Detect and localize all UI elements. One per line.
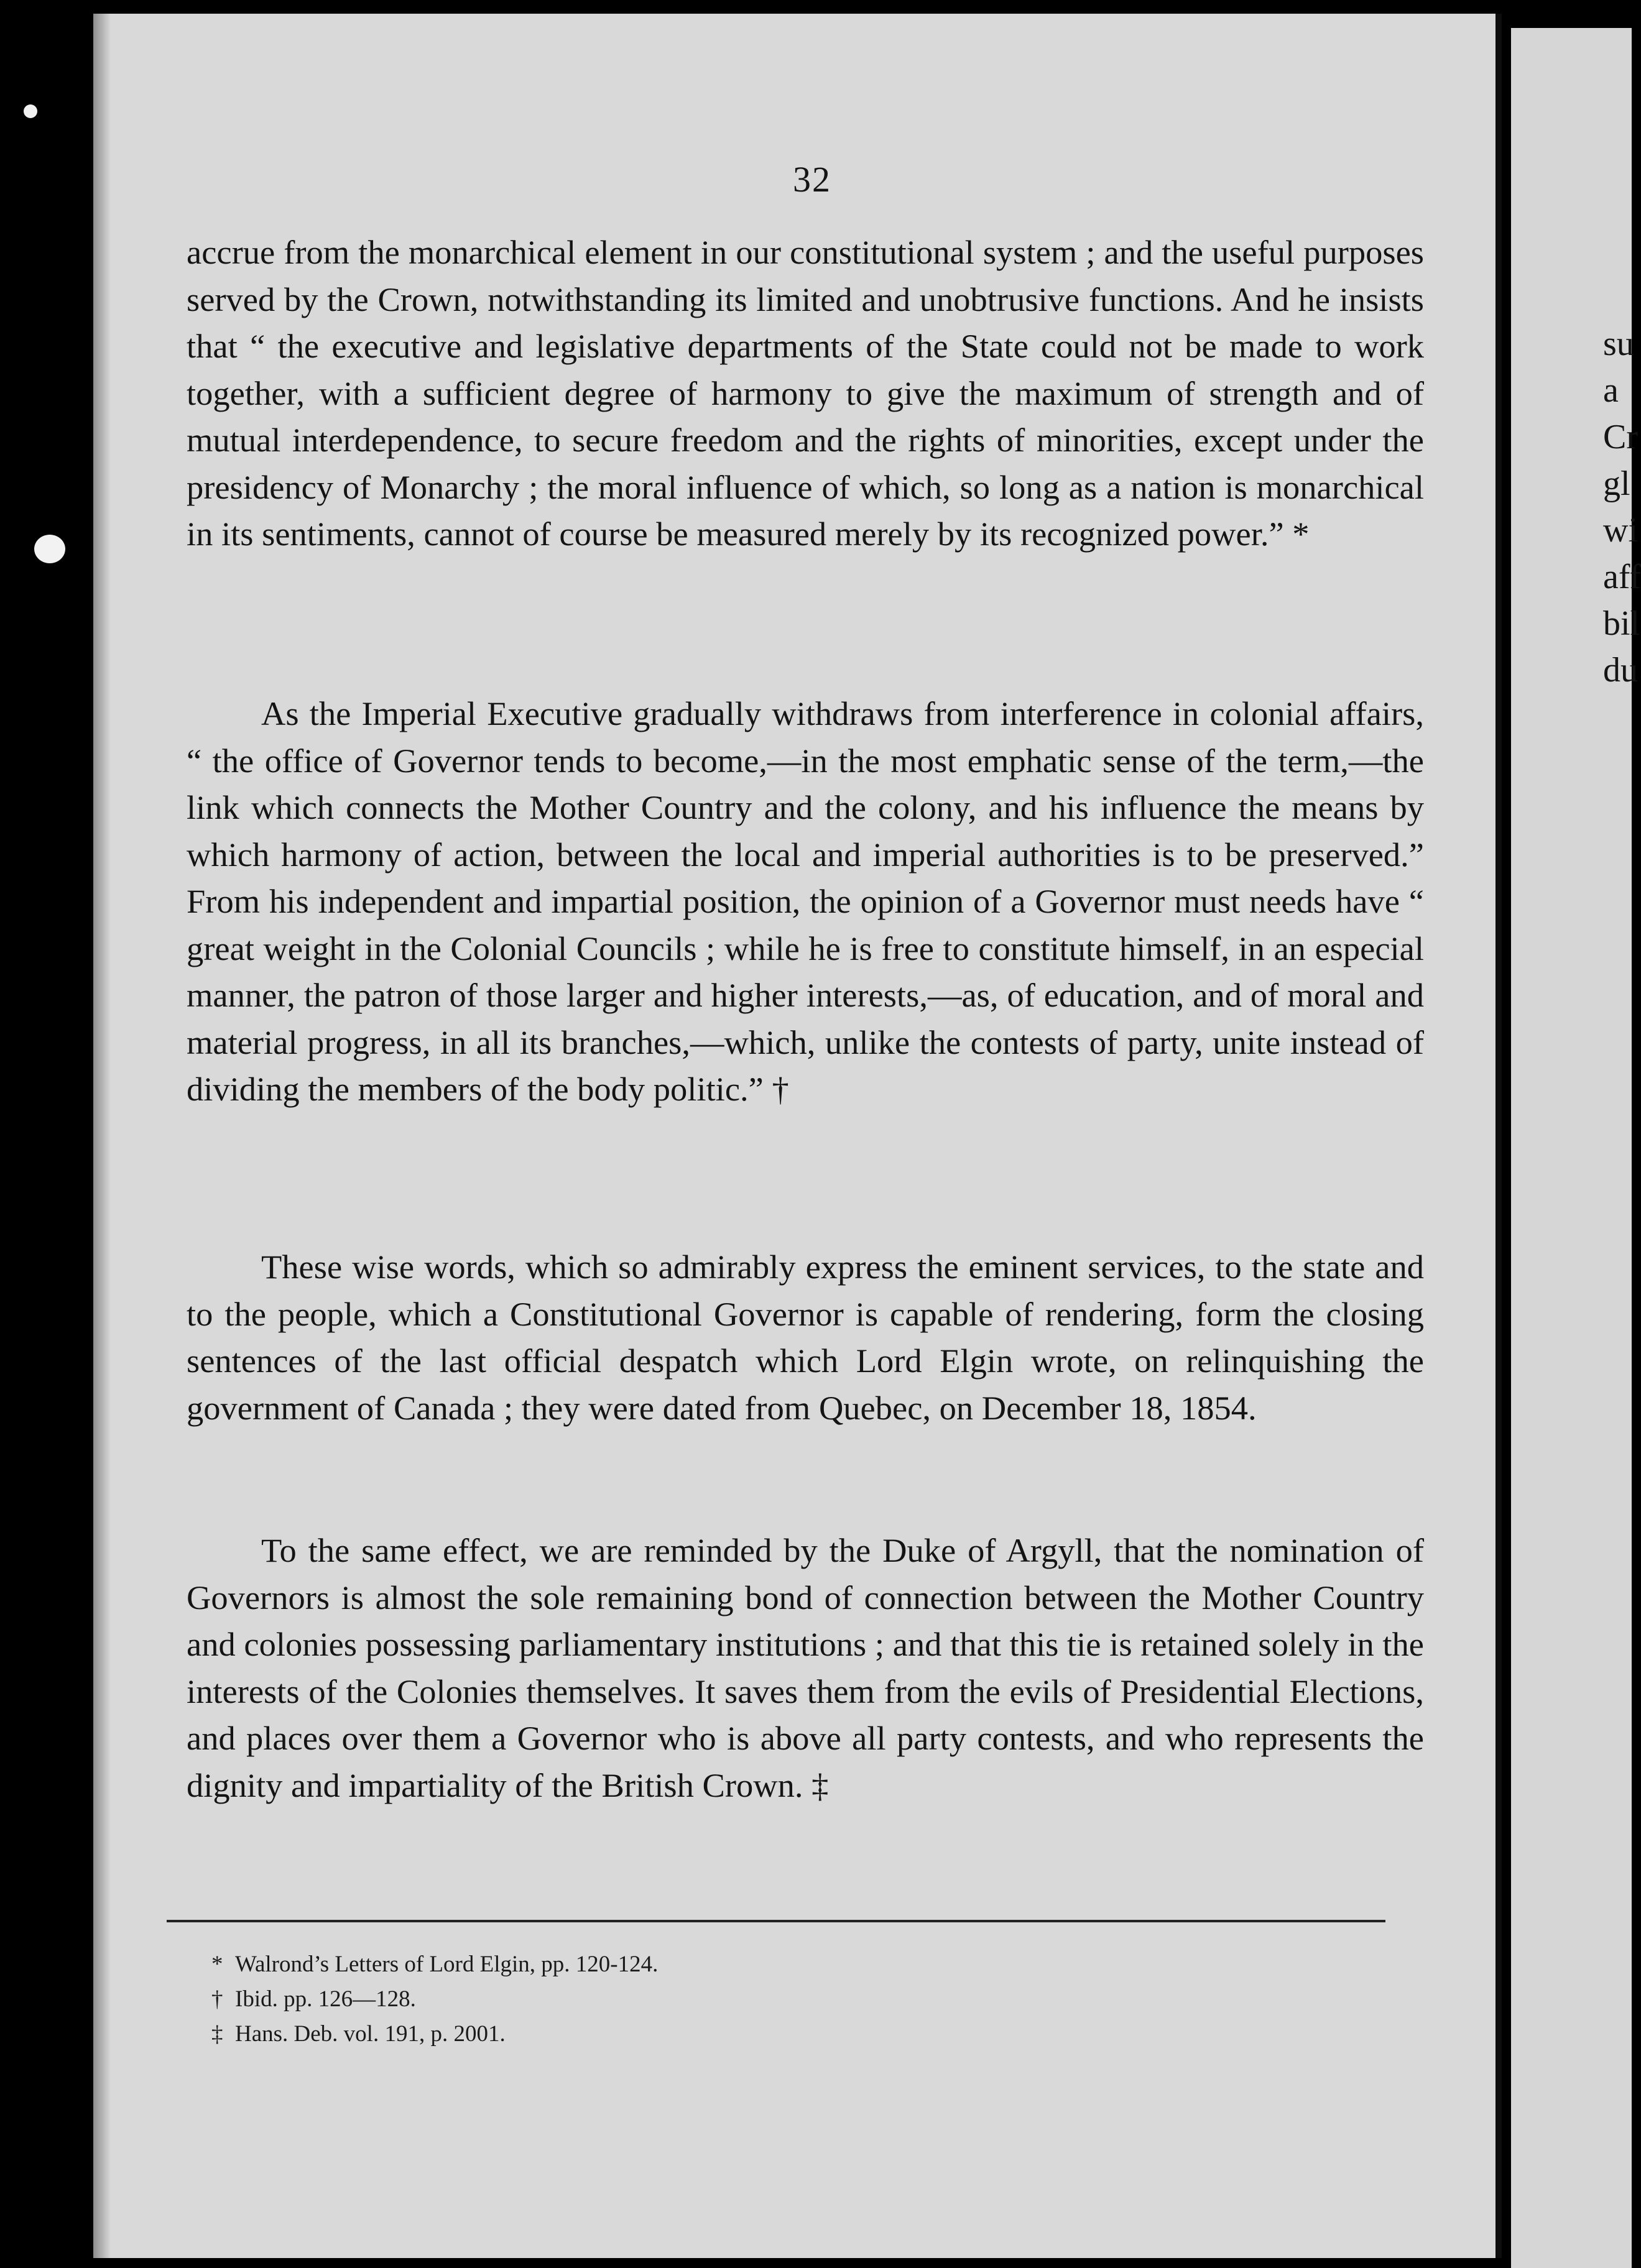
- body-text-1: [187, 229, 1424, 558]
- footnote: [211, 2017, 658, 2052]
- paragraph: These wise words, which so admirably express the eminent services, to the state and to the people, which a Constitutional Governor is capable of rendering, form the closing sentences of the last official despatch which Lord Elgin wrote, on relinquishing the government of Canada ; they were dated from Quebec, on December 18, 1854.: [187, 1248, 1424, 1427]
- footnote-text: Hans. Deb. vol. 191, p. 2001.: [235, 2021, 506, 2047]
- footnotes: [211, 1912, 658, 2052]
- page-gutter-shadow: [93, 14, 111, 2258]
- facing-page-fragment: aff: [1603, 558, 1641, 596]
- footnote: [211, 1947, 658, 1982]
- paragraph: To the same effect, we are reminded by the Duke of Argyll, that the nomination of Governors is almost the sole remaining bond of connection between the Mother Country and colonies possessing parliamentary institutions ; and that this tie is retained solely in the interests of the Colonies themselves. It saves them from the evils of Presidential Elections, and places over them a Governor who is above all party contests, and who represents the dignity and impartiality of the British Crown. ‡: [187, 1531, 1424, 1804]
- footnote-mark: †: [211, 1986, 223, 2012]
- footnote-text: Ibid. pp. 126—128.: [235, 1986, 416, 2012]
- facing-page: [1511, 28, 1641, 2268]
- body-text-3: [187, 1243, 1424, 1431]
- facing-page-fragment: bil: [1603, 604, 1640, 643]
- paragraph: accrue from the monarchical element in our constitutional system ; and the useful purposes served by the Crown, notwithstanding its limited and unobtrusive functions. And he insists that “ the executive and legislative departments of the State could not be made to work together, with a sufficient degree of harmony to give the maximum of strength and of mutual interdependence, to secure freedom and the rights of minorities, except under the presidency of Monarchy ; the moral influence of which, so long as a nation is monarchical in its sentiments, cannot of course be measured merely by its recognized power.” *: [187, 233, 1424, 553]
- paragraph: As the Imperial Executive gradually withdraws from interference in colonial affairs, “ the office of Governor tends to become,—in the most emphatic sense of the term,—the link which connects the Mother Country and the colony, and his influence the means by which harmony of action, between the local and imperial authorities is to be preserved.” From his independent and impartial position, the opinion of a Governor must needs have “ great weight in the Colonial Councils ; while he is free to constitute himself, in an especial manner, the patron of those larger and higher interests,—as, of education, and of moral and material progress, in all its branches,—which, unlike the contests of party, unite instead of dividing the members of the body politic.” †: [187, 694, 1424, 1108]
- footnote: [211, 1982, 658, 2017]
- page-number: 32: [793, 159, 831, 200]
- body-text-2: [187, 690, 1424, 1113]
- footnote-mark: *: [211, 1952, 223, 1977]
- facing-page-fragment: a: [1603, 371, 1619, 410]
- scan-speck: [34, 535, 65, 563]
- facing-page-fragment: wi: [1603, 511, 1638, 550]
- body-text-4: [187, 1527, 1424, 1809]
- footnote-text: Walrond’s Letters of Lord Elgin, pp. 120-124.: [235, 1952, 659, 1977]
- footnote-mark: ‡: [211, 2021, 223, 2047]
- facing-page-fragment: du: [1603, 651, 1638, 689]
- facing-page-fragment: gl: [1603, 464, 1630, 503]
- facing-page-fragment: Cr: [1603, 418, 1638, 456]
- facing-page-fragment: su: [1603, 325, 1634, 363]
- scan-speck: [24, 104, 37, 118]
